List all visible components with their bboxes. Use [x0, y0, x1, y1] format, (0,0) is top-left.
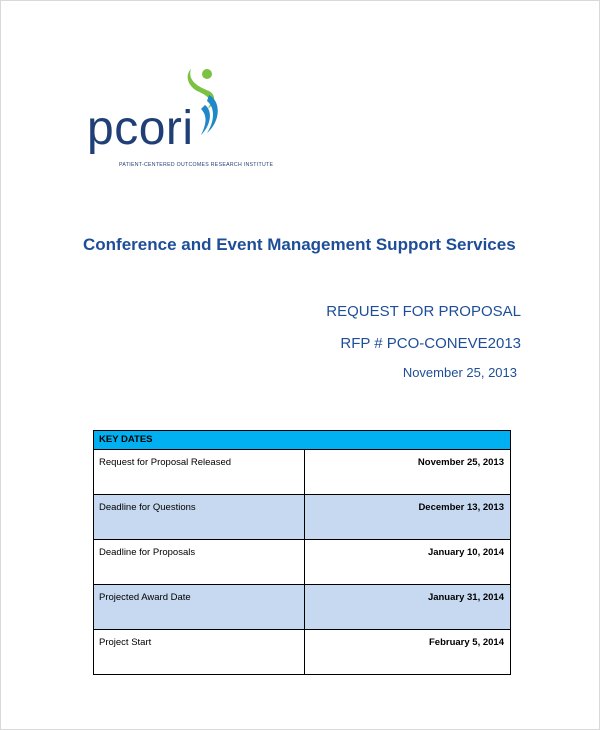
key-dates-table — [93, 430, 511, 675]
table-row — [94, 450, 511, 495]
document-title: Conference and Event Management Support Services — [83, 235, 516, 254]
row-date: November 25, 2013 — [305, 450, 511, 495]
row-date: January 10, 2014 — [305, 540, 511, 585]
rfp-number: RFP # PCO-CONEVE2013 — [340, 335, 521, 352]
logo-wordmark: pcori — [87, 102, 194, 155]
table-row — [94, 585, 511, 630]
table-row — [94, 495, 511, 540]
rfp-date: November 25, 2013 — [402, 365, 517, 380]
row-label: Project Start — [94, 630, 305, 675]
table-row — [94, 630, 511, 675]
pcori-logo — [81, 63, 281, 173]
logo-tagline: PATIENT-CENTERED OUTCOMES RESEARCH INSTITUTE — [119, 162, 274, 168]
rfp-heading: REQUEST FOR PROPOSAL — [326, 303, 521, 320]
row-date: December 13, 2013 — [305, 495, 511, 540]
row-label: Request for Proposal Released — [94, 450, 305, 495]
row-label: Projected Award Date — [94, 585, 305, 630]
row-label: Deadline for Proposals — [94, 540, 305, 585]
table-header-row — [94, 431, 511, 450]
row-date: January 31, 2014 — [305, 585, 511, 630]
key-dates-header: KEY DATES — [94, 431, 511, 450]
row-date: February 5, 2014 — [305, 630, 511, 675]
row-label: Deadline for Questions — [94, 495, 305, 540]
table-row — [94, 540, 511, 585]
